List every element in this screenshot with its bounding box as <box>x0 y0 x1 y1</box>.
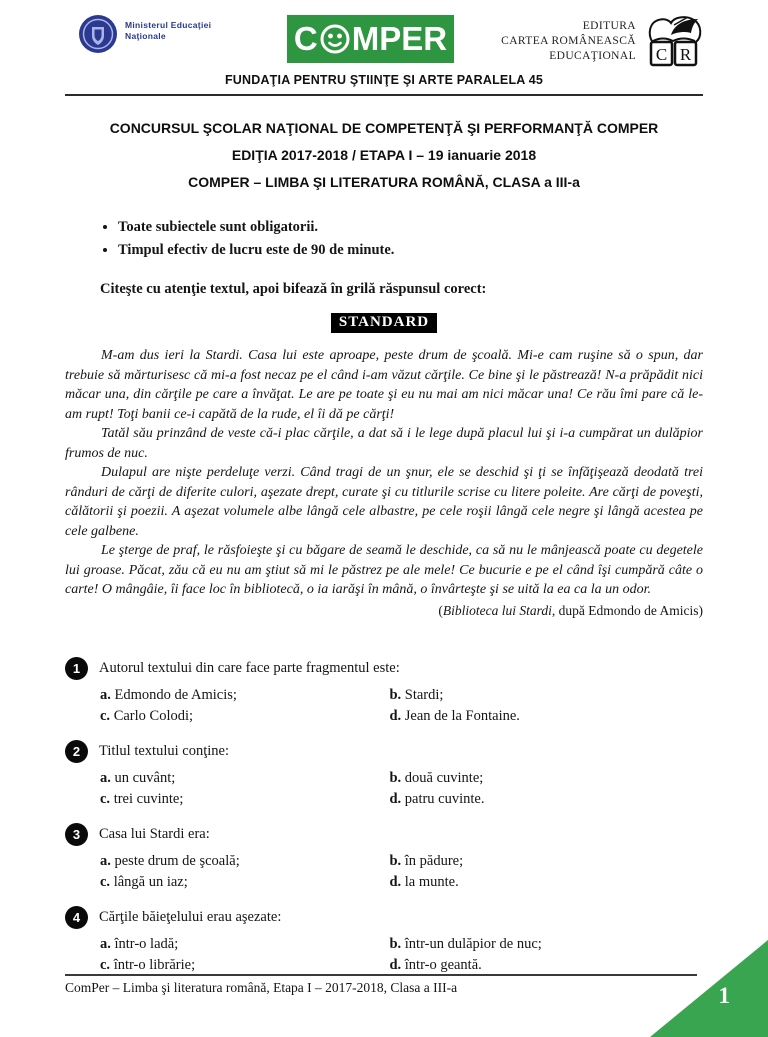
cr-letter-c: C <box>655 45 668 64</box>
option-label: d. <box>389 873 402 890</box>
question <box>65 657 703 727</box>
option-label: b. <box>389 686 402 703</box>
option-text: într-o ladă; <box>114 935 179 952</box>
ministry-name-line1: Ministerul Educaţiei <box>125 20 212 30</box>
answer-option <box>100 789 389 810</box>
option-text: Jean de la Fontaine. <box>404 707 520 724</box>
option-label: b. <box>389 769 402 786</box>
section-label-wrap <box>0 313 768 333</box>
option-text: lângă un iaz; <box>113 873 188 890</box>
option-label: c. <box>100 790 111 807</box>
answer-option <box>389 706 703 727</box>
passage-paragraph: Dulapul are nişte perdeluţe verzi. Când tragi de un şnur, ele se deschid şi ţi se înfăţişează deodată trei rânduri de cărţi de diferite culori, aşezate drept, curate şi cu titlurile scrise cu litere poleite. Are cărţi de poveşti, călătorii şi poezii. A aşezat volumele albe lângă cele albastre, pe cele roşii lângă cele negre şi lângă acestea pe cele galbene. <box>65 465 703 539</box>
document-page <box>0 13 768 1037</box>
comper-logo-letters-rest: MPER <box>351 20 448 57</box>
question <box>65 740 703 810</box>
option-label: d. <box>389 790 402 807</box>
passage-attribution <box>65 603 703 619</box>
option-text: trei cuvinte; <box>113 790 184 807</box>
passage-paragraph: Le şterge de praf, le răsfoieşte şi cu băgare de seamă le deschide, ca să nu le mânjească poate cu degetele lui groase. Păcat, zău că eu nu am ştiut să mi le păstrez pe ale mele! Ce bucurie e pe el când îşi cumpără câte o carte! O mângâie, îi face loc în bibliotecă, o ia iarăşi în mână, o învârteşte şi se uită la ea ca la un odor. <box>65 543 703 597</box>
option-text: Stardi; <box>404 686 444 703</box>
question-head <box>65 740 703 763</box>
option-text: Edmondo de Amicis; <box>114 686 237 703</box>
question <box>65 906 703 976</box>
answer-option <box>100 851 389 872</box>
edition-line: EDIŢIA 2017-2018 / ETAPA I – 19 ianuarie 2018 <box>231 147 537 163</box>
publisher-line3: EDUCAŢIONAL <box>549 49 636 62</box>
cr-letter-r: R <box>679 45 692 64</box>
question-text: Cărţile băieţelului erau aşezate: <box>99 908 282 925</box>
ministry-name <box>125 14 211 43</box>
answer-option <box>389 768 703 789</box>
answer-option <box>389 934 703 955</box>
ministry-logo <box>78 14 211 54</box>
instruction-item: • Toate subiectele sunt obligatorii. <box>118 216 768 239</box>
answer-option <box>100 768 389 789</box>
option-label: d. <box>389 956 402 973</box>
passage-paragraph: Tatăl său prinzând de veste că-i plac cărţile, a dat să i le lege după placul lui şi i-a cumpărat un dulăpior frumos de nuc. <box>65 426 703 461</box>
contest-title: CONCURSUL ŞCOLAR NAŢIONAL DE COMPETENŢĂ ŞI PERFORMANŢĂ COMPER <box>109 120 659 136</box>
option-label: b. <box>389 852 402 869</box>
question-head <box>65 823 703 846</box>
answer-option <box>389 789 703 810</box>
question-number-badge: 4 <box>65 906 88 929</box>
option-text: peste drum de şcoală; <box>114 852 240 869</box>
answer-option <box>100 955 389 976</box>
answer-options <box>100 851 703 893</box>
comper-logo-letter-c: C <box>293 20 318 57</box>
option-label: a. <box>100 769 111 786</box>
read-prompt: Citeşte cu atenţie textul, apoi bifează în grilă răspunsul corect: <box>100 281 487 297</box>
option-text: patru cuvinte. <box>404 790 485 807</box>
answer-option <box>389 685 703 706</box>
answer-option <box>100 872 389 893</box>
option-label: d. <box>389 707 402 724</box>
foundation-name: FUNDAŢIA PENTRU ŞTIINŢE ŞI ARTE PARALELA 45 <box>224 73 544 87</box>
instructions-list <box>118 216 768 262</box>
questions-section <box>65 657 703 976</box>
publisher-line1: EDITURA <box>582 20 636 32</box>
standard-section-badge: STANDARD <box>331 313 437 333</box>
answer-option <box>389 872 703 893</box>
option-label: c. <box>100 873 111 890</box>
option-text: într-o geantă. <box>404 956 482 973</box>
option-label: a. <box>100 686 111 703</box>
header-divider <box>65 94 703 96</box>
cr-publisher-logo-icon <box>644 13 704 73</box>
subject-line: COMPER – LIMBA ŞI LITERATURA ROMÂNĂ, CLASA a III-a <box>188 174 580 190</box>
ministry-name-line2: Naţionale <box>125 31 166 42</box>
footer-text: ComPer – Limba şi literatura română, Etapa I – 2017-2018, Clasa a III-a <box>65 980 458 995</box>
question-number-badge: 2 <box>65 740 88 763</box>
option-label: c. <box>100 956 111 973</box>
option-text: în pădure; <box>404 852 464 869</box>
option-label: a. <box>100 935 111 952</box>
ministry-seal-icon <box>78 14 118 54</box>
option-text: într-un dulăpior de nuc; <box>404 935 542 952</box>
option-label: a. <box>100 852 111 869</box>
answer-options <box>100 768 703 810</box>
header-logo-row <box>0 13 768 69</box>
publisher-line2: CARTEA ROMÂNEASCĂ <box>501 34 636 47</box>
option-text: într-o librărie; <box>113 956 196 973</box>
passage-paragraph: M-am dus ieri la Stardi. Casa lui este aproape, peste drum de şcoală. Mi-e cam ruşine să o spun, dar trebuie să mărturisesc că mi-a fost necaz pe el când i-am văzut cărţile. Ce bine şi le păstrează! N-a prăpădit nici măcar una, din cărţile pe care a învăţat. Le are pe toate şi eu nu mai am nici măcar una! Ce rău îmi pare că le-am rupt! Toţi banii ce-i capătă de la rude, el îi dă pe cărţi! <box>65 348 703 422</box>
question-text: Autorul textului din care face parte fragmentul este: <box>99 659 400 676</box>
question-number-badge: 1 <box>65 657 88 680</box>
answer-options <box>100 685 703 727</box>
option-text: două cuvinte; <box>404 769 484 786</box>
question-head <box>65 657 703 680</box>
answer-option <box>100 685 389 706</box>
option-label: c. <box>100 707 111 724</box>
answer-option <box>389 955 703 976</box>
work-title: Biblioteca lui Stardi <box>442 602 552 618</box>
smiley-face-icon <box>319 23 351 55</box>
question-text: Titlul textului conţine: <box>99 742 229 759</box>
option-label: b. <box>389 935 402 952</box>
question-number-badge: 3 <box>65 823 88 846</box>
answer-option <box>389 851 703 872</box>
attribution-author: , după Edmondo de Amicis) <box>551 602 703 618</box>
instruction-item: • Timpul efectiv de lucru este de 90 de minute. <box>118 239 768 262</box>
attribution-open-paren: ( <box>438 602 443 618</box>
page-footer <box>65 974 697 996</box>
answer-options <box>100 934 703 976</box>
question-text: Casa lui Stardi era: <box>99 825 210 842</box>
title-block <box>0 115 768 196</box>
answer-option <box>100 934 389 955</box>
answer-option <box>100 706 389 727</box>
question-head <box>65 906 703 929</box>
option-text: la munte. <box>404 873 459 890</box>
question <box>65 823 703 893</box>
option-text: un cuvânt; <box>114 769 176 786</box>
comper-logo <box>287 15 454 63</box>
reading-passage <box>65 346 703 600</box>
page-number: 1 <box>718 983 730 1008</box>
option-text: Carlo Colodi; <box>113 707 194 724</box>
publisher-block <box>501 19 636 64</box>
